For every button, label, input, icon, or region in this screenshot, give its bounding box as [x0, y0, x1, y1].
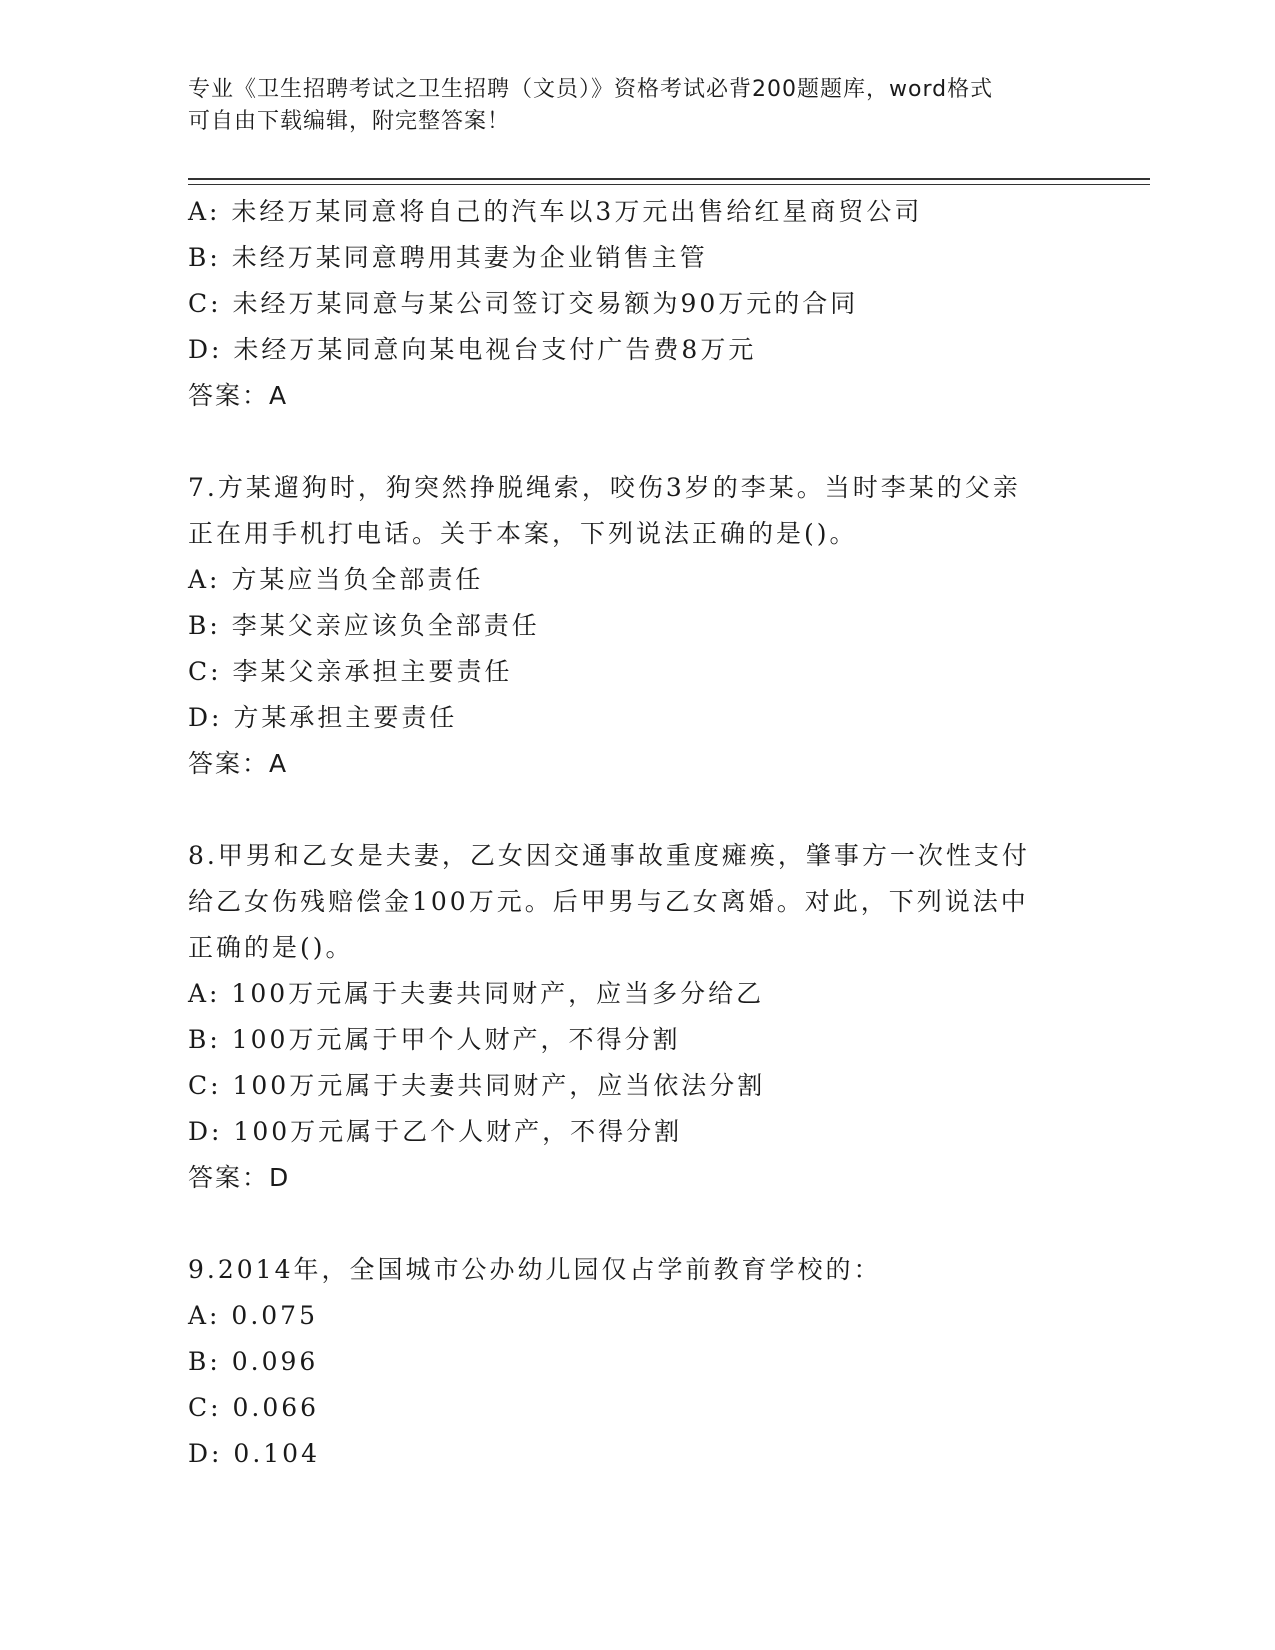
question-list [188, 189, 1068, 1477]
question-9-option-d: D: 0.104 [188, 1439, 320, 1468]
spacer [188, 1201, 1068, 1247]
header-divider-thin [188, 184, 1150, 185]
question-7-answer: 答案：A [188, 749, 289, 778]
question-9-stem-line-1: 9.2014年，全国城市公办幼儿园仅占学前教育学校的： [188, 1255, 882, 1284]
document-header [188, 74, 1068, 138]
question-9-option-a: A: 0.075 [188, 1301, 318, 1330]
question-8-stem-line-2: 给乙女伤残赔偿金100万元。后甲男与乙女离婚。对此，下列说法中 [188, 887, 1029, 916]
question-7-option-b: B: 李某父亲应该负全部责任 [188, 611, 540, 640]
question-7-stem-line-2: 正在用手机打电话。关于本案，下列说法正确的是()。 [188, 519, 858, 548]
question-8-answer: 答案：D [188, 1163, 291, 1192]
question-9-option-b: B: 0.096 [188, 1347, 319, 1376]
question-8-stem-line-1: 8.甲男和乙女是夫妻，乙女因交通事故重度瘫痪，肇事方一次性支付 [188, 841, 1030, 870]
question-7-stem-line-1: 7.方某遛狗时，狗突然挣脱绳索，咬伤3岁的李某。当时李某的父亲 [188, 473, 1021, 502]
spacer [188, 419, 1068, 465]
header-title-line-2: 可自由下载编辑，附完整答案！ [188, 109, 511, 134]
spacer [188, 787, 1068, 833]
question-7 [188, 465, 1068, 787]
question-8 [188, 833, 1068, 1201]
question-7-option-a: A: 方某应当负全部责任 [188, 565, 484, 594]
question-8-option-c: C: 100万元属于夫妻共同财产，应当依法分割 [188, 1071, 766, 1100]
question-7-option-c: C: 李某父亲承担主要责任 [188, 657, 513, 686]
header-title-line-1: 专业《卫生招聘考试之卫生招聘（文员）》资格考试必背200题题库，word格式 [188, 77, 994, 102]
question-9 [188, 1247, 1068, 1477]
question-8-stem-line-3: 正确的是()。 [188, 933, 354, 962]
question-6-option-a: A: 未经万某同意将自己的汽车以3万元出售给红星商贸公司 [188, 197, 923, 226]
question-6-option-d: D: 未经万某同意向某电视台支付广告费8万元 [188, 335, 757, 364]
question-8-option-b: B: 100万元属于甲个人财产，不得分割 [188, 1025, 681, 1054]
header-divider-thick [188, 178, 1150, 180]
question-8-option-d: D: 100万元属于乙个人财产，不得分割 [188, 1117, 683, 1146]
question-8-option-a: A: 100万元属于夫妻共同财产，应当多分给乙 [188, 979, 765, 1008]
question-7-option-d: D: 方某承担主要责任 [188, 703, 458, 732]
question-6 [188, 189, 1068, 419]
question-6-answer: 答案：A [188, 381, 289, 410]
question-6-option-b: B: 未经万某同意聘用其妻为企业销售主管 [188, 243, 708, 272]
question-9-option-c: C: 0.066 [188, 1393, 320, 1422]
question-6-option-c: C: 未经万某同意与某公司签订交易额为90万元的合同 [188, 289, 859, 318]
